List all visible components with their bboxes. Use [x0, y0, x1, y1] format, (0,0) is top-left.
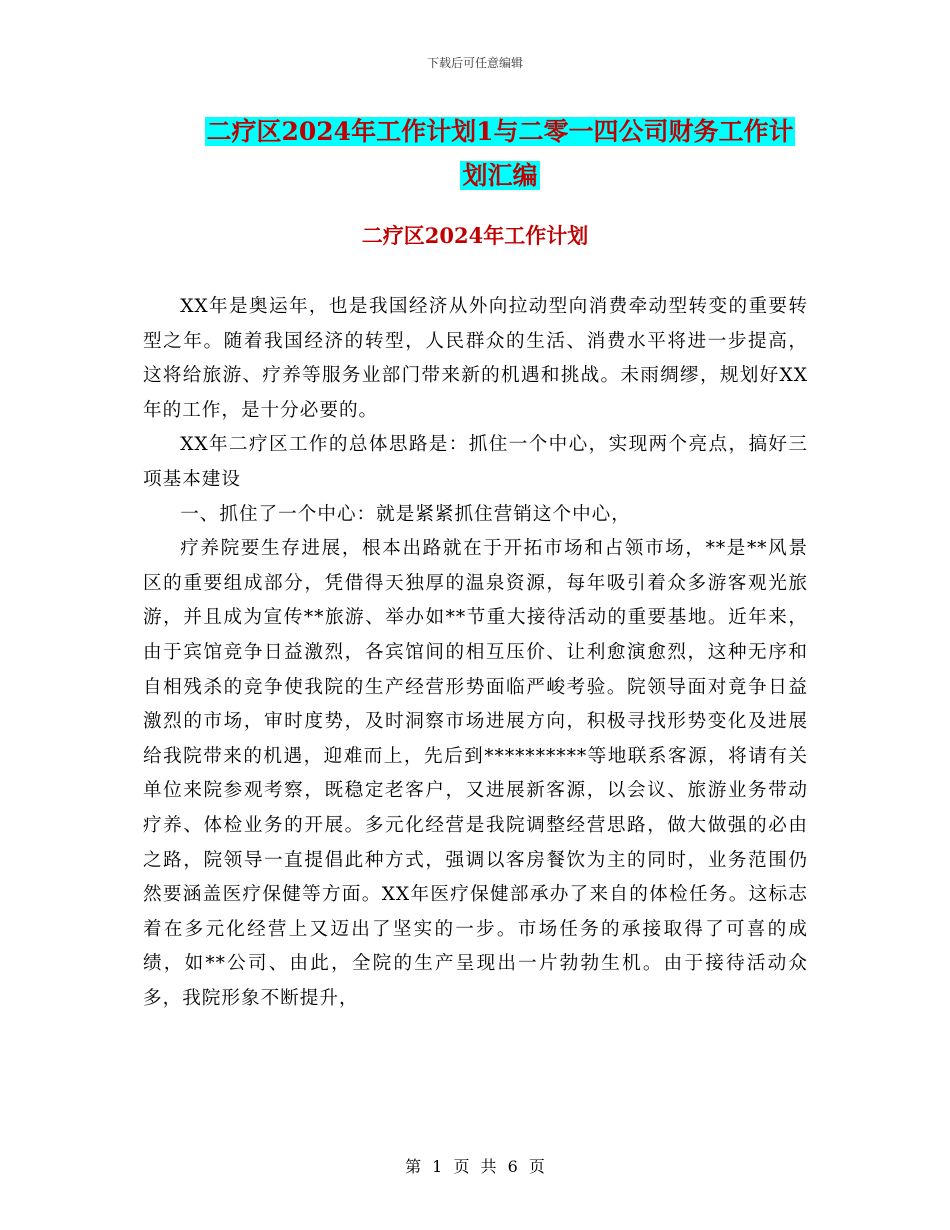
document-title-line-1: 二疗区2024年工作计划1与二零一四公司财务工作计 [206, 117, 794, 146]
document-title [140, 110, 860, 198]
paragraph: 疗养院要生存进展，根本出路就在于开拓市场和占领市场，**是**风景区的重要组成部分，凭借得天独厚的温泉资源，每年吸引着众多游客观光旅游，并且成为宣传**旅游、举办如**节重大接待活动的重要基地。近年来，由于宾馆竞争日益激烈，各宾馆间的相互压价、让利愈演愈烈，这种无序和自相残杀的竞争使我院的生产经营形势面临严峻考验。院领导面对竟争日益激烈的市场，审时度势，及时洞察市场进展方向，积极寻找形势变化及进展给我院带来的机遇，迎难而上，先后到**********等地联系客源，将请有关单位来院参观考察，既稳定老客户，又进展新客源，以会议、旅游业务带动疗养、体检业务的开展。多元化经营是我院调整经营思路，做大做强的必由之路，院领导一直提倡此种方式，强调以客房餐饮为主的同时，业务范围仍然要涵盖医疗保健等方面。XX年医疗保健部承办了来自的体检任务。这标志着在多元化经营上又迈出了坚实的一步。市场任务的承接取得了可喜的成绩，如**公司、由此，全院的生产呈现出一片勃勃生机。由于接待活动众多，我院形象不断提升， [143, 538, 808, 1009]
document-body [143, 290, 808, 1016]
section-title: 二疗区2024年工作计划 [361, 223, 589, 248]
paragraph: XX年是奥运年，也是我国经济从外向拉动型向消费牵动型转变的重要转型之年。随着我国经济的转型，人民群众的生活、消费水平将进一步提高，这将给旅游、疗养等服务业部门带来新的机遇和挑战。未雨绸缪，规划好XX年的工作，是十分必要的。 [143, 296, 808, 421]
paragraph: XX年二疗区工作的总体思路是：抓住一个中心，实现两个亮点，搞好三项基本建设 [143, 434, 808, 490]
document-title-line-2: 划汇编 [462, 161, 538, 190]
paragraph: 一、抓住了一个中心：就是紧紧抓住营销这个中心， [180, 503, 631, 525]
page-header-note: 下载后可任意编辑 [426, 56, 523, 70]
page-number-footer: 第 1 页 共 6 页 [405, 1157, 545, 1176]
